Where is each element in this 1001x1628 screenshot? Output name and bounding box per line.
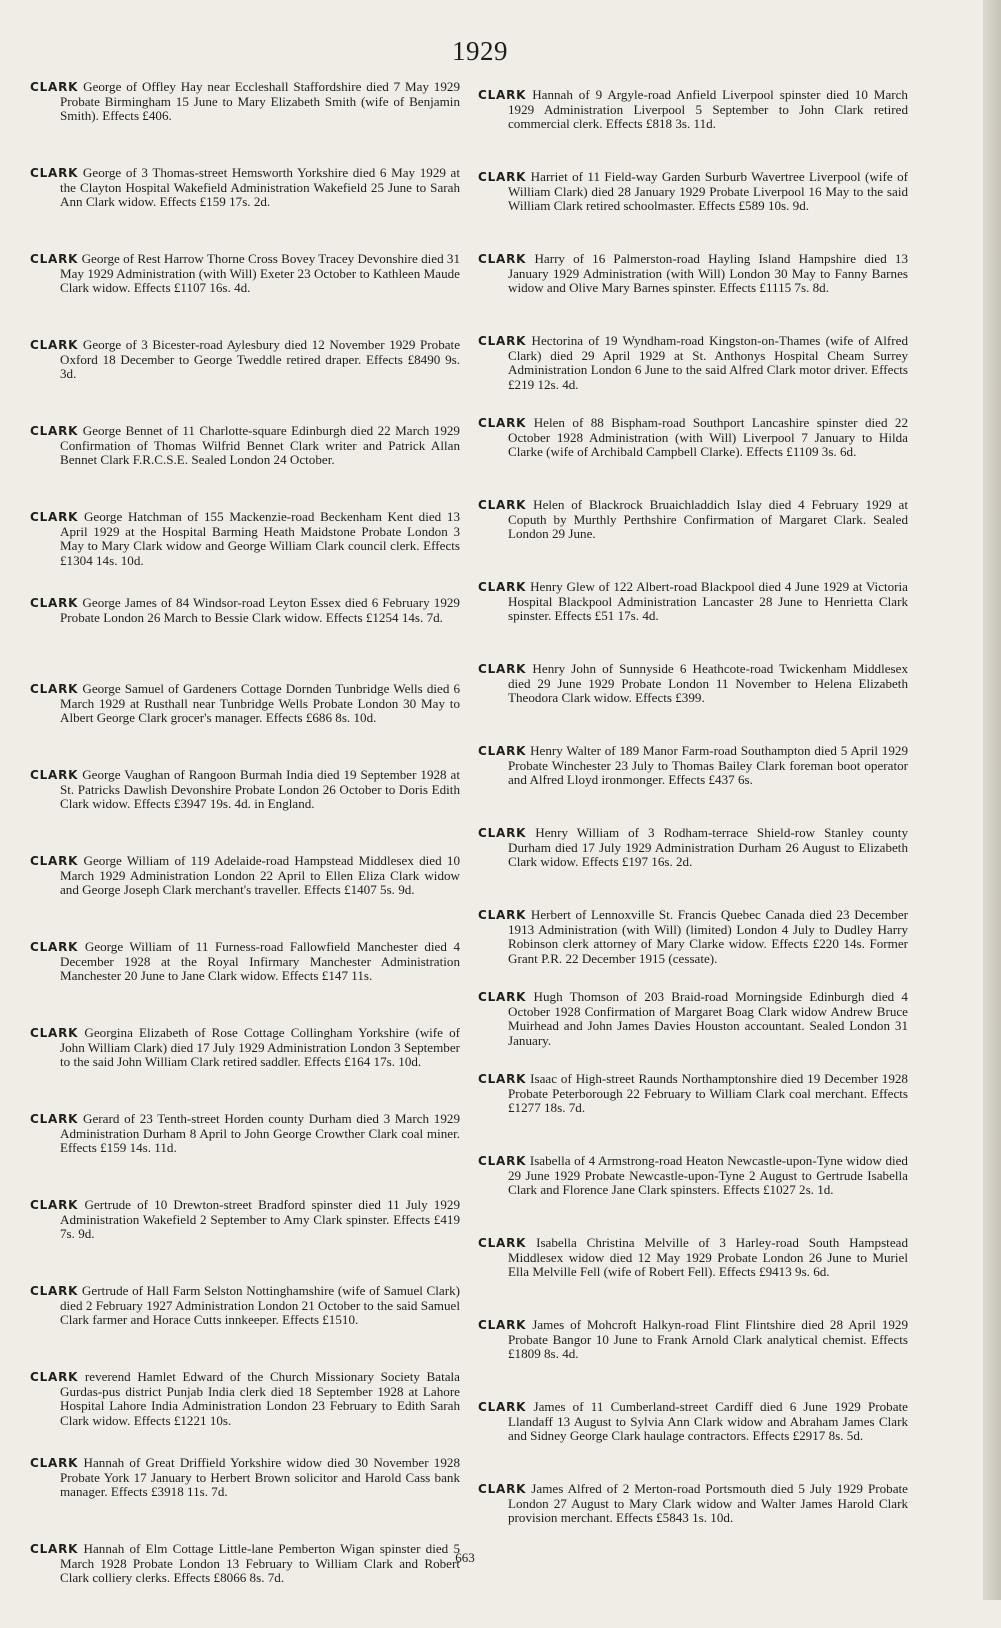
- entry-surname: CLARK: [478, 334, 527, 348]
- entry-text: Gertrude of 10 Drewton-street Bradford spinster died 11 July 1929 Administration Wakefield 2 September to Amy Clark spinster. Effects £419 7s. 9d.: [60, 1197, 460, 1242]
- probate-entry: [478, 744, 908, 826]
- entry-surname: CLARK: [478, 252, 527, 266]
- entry-surname: CLARK: [478, 1482, 527, 1496]
- entry-surname: CLARK: [30, 510, 79, 524]
- entry-text: Herbert of Lennoxville St. Francis Quebec Canada died 23 December 1913 Administration (with Will) (limited) London 4 July to Dudley Harry Robinson clerk attorney of Mary Clarke widow. Effects £220 14s. Former Grant P.R. 22 December 1915 (cessate).: [508, 907, 908, 966]
- entry-surname: CLARK: [30, 1026, 79, 1040]
- left-column: [30, 80, 460, 1628]
- entry-surname: CLARK: [30, 166, 79, 180]
- entry-surname: CLARK: [478, 498, 527, 512]
- probate-entry: [478, 334, 908, 416]
- entry-surname: CLARK: [478, 908, 527, 922]
- entry-surname: CLARK: [478, 1072, 527, 1086]
- entry-surname: CLARK: [478, 1400, 527, 1414]
- entry-text: Hectorina of 19 Wyndham-road Kingston-on-Thames (wife of Alfred Clark) died 29 April 1929 at St. Anthonys Hospital Cheam Surrey Administration London 6 June to the said Alfred Clark motor driver. Effects £219 12s. 4d.: [508, 333, 908, 392]
- probate-entry: [30, 1026, 460, 1112]
- entry-surname: CLARK: [478, 662, 527, 676]
- probate-entry: [478, 826, 908, 908]
- entry-text: George James of 84 Windsor-road Leyton Essex died 6 February 1929 Probate London 26 March to Bessie Clark widow. Effects £1254 14s. 7d.: [60, 595, 460, 625]
- entry-text: Helen of Blackrock Bruaichladdich Islay died 4 February 1929 at Coputh by Murthly Perthshire Confirmation of Margaret Clark. Sealed London 29 June.: [508, 497, 909, 542]
- probate-entry: [30, 80, 460, 166]
- probate-entry: [30, 252, 460, 338]
- page-edge: [983, 0, 1001, 1600]
- entry-text: Hugh Thomson of 203 Braid-road Morningside Edinburgh died 4 October 1928 Confirmation of Margaret Boag Clark widow Andrew Bruce Muirhead and John James Davies Houston accountant. Sealed London 31 January.: [508, 989, 908, 1048]
- probate-entry: [30, 338, 460, 424]
- entry-text: George of Offley Hay near Eccleshall Staffordshire died 7 May 1929 Probate Birmingham 15 June to Mary Elizabeth Smith (wife of Benjamin Smith). Effects £406.: [60, 79, 460, 124]
- probate-entry: [478, 990, 908, 1072]
- entry-surname: CLARK: [478, 1154, 527, 1168]
- probate-entry: [478, 908, 908, 990]
- entry-surname: CLARK: [30, 1284, 79, 1298]
- entry-text: James of 11 Cumberland-street Cardiff died 6 June 1929 Probate Llandaff 13 August to Sylvia Ann Clark widow and Abraham James Clark and Sidney George Clark haulage contractors. Effects £2917 8s. 5d.: [508, 1399, 908, 1444]
- entry-text: Gerard of 23 Tenth-street Horden county Durham died 3 March 1929 Administration Durham 8 April to John George Crowther Clark coal miner. Effects £159 14s. 11d.: [60, 1111, 460, 1156]
- entry-surname: CLARK: [478, 744, 527, 758]
- entry-text: James of Mohcroft Halkyn-road Flint Flintshire died 28 April 1929 Probate Bangor 10 June to Frank Arnold Clark analytical chemist. Effects £1809 8s. 4d.: [508, 1317, 908, 1362]
- entry-text: Georgina Elizabeth of Rose Cottage Collingham Yorkshire (wife of John William Clark) died 17 July 1929 Administration London 3 September to the said John William Clark retired saddler. Effects £164 17s. 10d.: [60, 1025, 461, 1070]
- entry-surname: CLARK: [478, 416, 527, 430]
- entry-surname: CLARK: [30, 424, 79, 438]
- entry-text: Henry William of 3 Rodham-terrace Shield-row Stanley county Durham died 17 July 1929 Administration Durham 26 August to Elizabeth Clark widow. Effects £197 16s. 2d.: [508, 825, 908, 870]
- entry-surname: CLARK: [478, 580, 527, 594]
- probate-entry: [30, 854, 460, 940]
- probate-entry: [478, 252, 908, 334]
- entry-surname: CLARK: [478, 826, 527, 840]
- entry-text: George Hatchman of 155 Mackenzie-road Beckenham Kent died 13 April 1929 at the Hospital Barming Heath Maidstone Probate London 3 May to Mary Clark widow and George William Clark council clerk. Effects £1304 14s. 10d.: [60, 509, 460, 568]
- entry-text: Harry of 16 Palmerston-road Hayling Island Hampshire died 13 January 1929 Administration (with Will) London 30 May to Fanny Barnes widow and Olive Mary Barnes spinster. Effects £1115 7s. 8d.: [508, 251, 908, 296]
- entry-text: Isabella Christina Melville of 3 Harley-road South Hampstead Middlesex widow died 12 May 1929 Probate London 26 June to Muriel Ella Melville Fell (wife of Robert Fell). Effects £9413 9s. 6d.: [508, 1235, 908, 1280]
- entry-text: Hannah of Elm Cottage Little-lane Pemberton Wigan spinster died 5 March 1928 Probate London 13 February to William Clark and Robert Clark colliery clerks. Effects £8066 8s. 7d.: [60, 1541, 460, 1586]
- entry-text: Isabella of 4 Armstrong-road Heaton Newcastle-upon-Tyne widow died 29 June 1929 Probate Newcastle-upon-Tyne 2 August to Gertrude Isabella Clark and Florence Jane Clark spinsters. Effects £1027 2s. 1d.: [508, 1153, 908, 1198]
- probate-entry: [30, 1112, 460, 1198]
- right-column: [478, 88, 908, 1564]
- entry-surname: CLARK: [478, 88, 527, 102]
- probate-entry: [478, 498, 908, 580]
- probate-entry: [30, 510, 460, 596]
- entry-text: Gertrude of Hall Farm Selston Nottinghamshire (wife of Samuel Clark) died 2 February 1927 Administration London 21 October to the said Samuel Clark farmer and Horace Cutts innkeeper. Effects £1510.: [60, 1283, 461, 1328]
- probate-entry: [478, 1236, 908, 1318]
- entry-text: Hannah of Great Driffield Yorkshire widow died 30 November 1928 Probate York 17 January to Herbert Brown solicitor and Harold Cass bank manager. Effects £3918 11s. 7d.: [60, 1455, 460, 1500]
- probate-entry: [30, 1198, 460, 1284]
- entry-text: James Alfred of 2 Merton-road Portsmouth died 5 July 1929 Probate London 27 August to Mary Clark widow and Walter James Harold Clark provision merchant. Effects £5843 1s. 10d.: [508, 1481, 908, 1526]
- probate-entry: [478, 662, 908, 744]
- entry-text: Henry John of Sunnyside 6 Heathcote-road Twickenham Middlesex died 29 June 1929 Probate London 11 November to Helena Elizabeth Theodora Clark widow. Effects £399.: [508, 661, 908, 706]
- entry-text: George of 3 Bicester-road Aylesbury died 12 November 1929 Probate Oxford 18 December to George Tweddle retired draper. Effects £8490 9s. 3d.: [60, 337, 461, 382]
- probate-entry: [30, 1456, 460, 1542]
- entry-text: Helen of 88 Bispham-road Southport Lancashire spinster died 22 October 1928 Administration (with Will) Liverpool 7 January to Hilda Clarke (wife of Archibald Campbell Clarke). Effects £1109 3s. 6d.: [508, 415, 909, 460]
- entry-surname: CLARK: [30, 854, 79, 868]
- probate-entry: [478, 580, 908, 662]
- entry-surname: CLARK: [30, 1198, 79, 1212]
- page-number: 663: [455, 1550, 475, 1565]
- entry-surname: CLARK: [30, 338, 79, 352]
- probate-entry: [30, 1284, 460, 1370]
- entry-surname: CLARK: [30, 682, 79, 696]
- entry-surname: CLARK: [30, 768, 79, 782]
- entry-text: reverend Hamlet Edward of the Church Missionary Society Batala Gurdas-pus district Punjab India clerk died 18 September 1928 at Lahore Hospital Lahore India Administration London 23 February to Edith Sarah Clark widow. Effects £1221 10s.: [60, 1369, 460, 1428]
- entry-text: Henry Glew of 122 Albert-road Blackpool died 4 June 1929 at Victoria Hospital Blackpool Administration Lancaster 28 June to Henrietta Clark spinster. Effects £51 17s. 4d.: [508, 579, 908, 624]
- probate-entry: [30, 1370, 460, 1456]
- entry-surname: CLARK: [30, 252, 79, 266]
- probate-entry: [478, 1318, 908, 1400]
- probate-entry: [30, 768, 460, 854]
- entry-text: Hannah of 9 Argyle-road Anfield Liverpool spinster died 10 March 1929 Administration Liverpool 5 September to John Clark retired commercial clerk. Effects £818 3s. 11d.: [508, 87, 908, 132]
- probate-entry: [30, 166, 460, 252]
- entry-surname: CLARK: [30, 1456, 79, 1470]
- entry-surname: CLARK: [30, 596, 79, 610]
- entry-text: George of 3 Thomas-street Hemsworth Yorkshire died 6 May 1929 at the Clayton Hospital Wakefield Administration Wakefield 25 June to Sarah Ann Clark widow. Effects £159 17s. 2d.: [60, 165, 460, 210]
- probate-entry: [478, 1154, 908, 1236]
- entry-surname: CLARK: [30, 940, 79, 954]
- entry-text: George William of 119 Adelaide-road Hampstead Middlesex died 10 March 1929 Administration London 22 April to Ellen Eliza Clark widow and George Joseph Clark merchant's traveller. Effects £1407 5s. 9d.: [60, 853, 460, 898]
- entry-surname: CLARK: [30, 1112, 79, 1126]
- entry-text: George Vaughan of Rangoon Burmah India died 19 September 1928 at St. Patricks Dawlish Devonshire Probate London 26 October to Doris Edith Clark widow. Effects £3947 19s. 4d. in England.: [60, 767, 460, 812]
- probate-entry: [30, 940, 460, 1026]
- entry-surname: CLARK: [478, 1236, 527, 1250]
- entry-surname: CLARK: [478, 990, 527, 1004]
- entry-surname: CLARK: [30, 1370, 79, 1384]
- probate-entry: [478, 1072, 908, 1154]
- probate-entry: [478, 88, 908, 170]
- probate-entry: [478, 1400, 908, 1482]
- entry-surname: CLARK: [30, 80, 79, 94]
- probate-entry: [30, 596, 460, 682]
- entry-text: Henry Walter of 189 Manor Farm-road Southampton died 5 April 1929 Probate Winchester 23 July to Thomas Bailey Clark foreman boot operator and Alfred Lloyd ironmonger. Effects £437 6s.: [508, 743, 908, 788]
- entry-text: Isaac of High-street Raunds Northamptonshire died 19 December 1928 Probate Peterborough 22 February to William Clark coal merchant. Effects £1277 18s. 7d.: [508, 1071, 908, 1116]
- probate-entry: [478, 170, 908, 252]
- page-year: 1929: [452, 36, 508, 66]
- entry-surname: CLARK: [478, 170, 527, 184]
- probate-entry: [30, 682, 460, 768]
- entry-surname: CLARK: [30, 1542, 79, 1556]
- probate-entry: [30, 424, 460, 510]
- entry-text: George Samuel of Gardeners Cottage Dornden Tunbridge Wells died 6 March 1929 at Rusthall near Tunbridge Wells Probate London 30 May to Albert George Clark grocer's manager. Effects £686 8s. 10d.: [60, 681, 460, 726]
- probate-entry: [478, 416, 908, 498]
- entry-text: George William of 11 Furness-road Fallowfield Manchester died 4 December 1928 at the Royal Infirmary Manchester Administration Manchester 20 June to Jane Clark widow. Effects £147 11s.: [60, 939, 460, 984]
- entry-surname: CLARK: [478, 1318, 527, 1332]
- entry-text: Harriet of 11 Field-way Garden Surburb Wavertree Liverpool (wife of William Clark) died 28 January 1929 Probate Liverpool 16 May to the said William Clark retired schoolmaster. Effects £589 10s. 9d.: [508, 169, 908, 214]
- entry-text: George of Rest Harrow Thorne Cross Bovey Tracey Devonshire died 31 May 1929 Administration (with Will) Exeter 23 October to Kathleen Maude Clark widow. Effects £1107 16s. 4d.: [60, 251, 461, 296]
- entry-text: George Bennet of 11 Charlotte-square Edinburgh died 22 March 1929 Confirmation of Thomas Wilfrid Bennet Clark writer and Patrick Allan Bennet Clark F.R.C.S.E. Sealed London 24 October.: [60, 423, 460, 468]
